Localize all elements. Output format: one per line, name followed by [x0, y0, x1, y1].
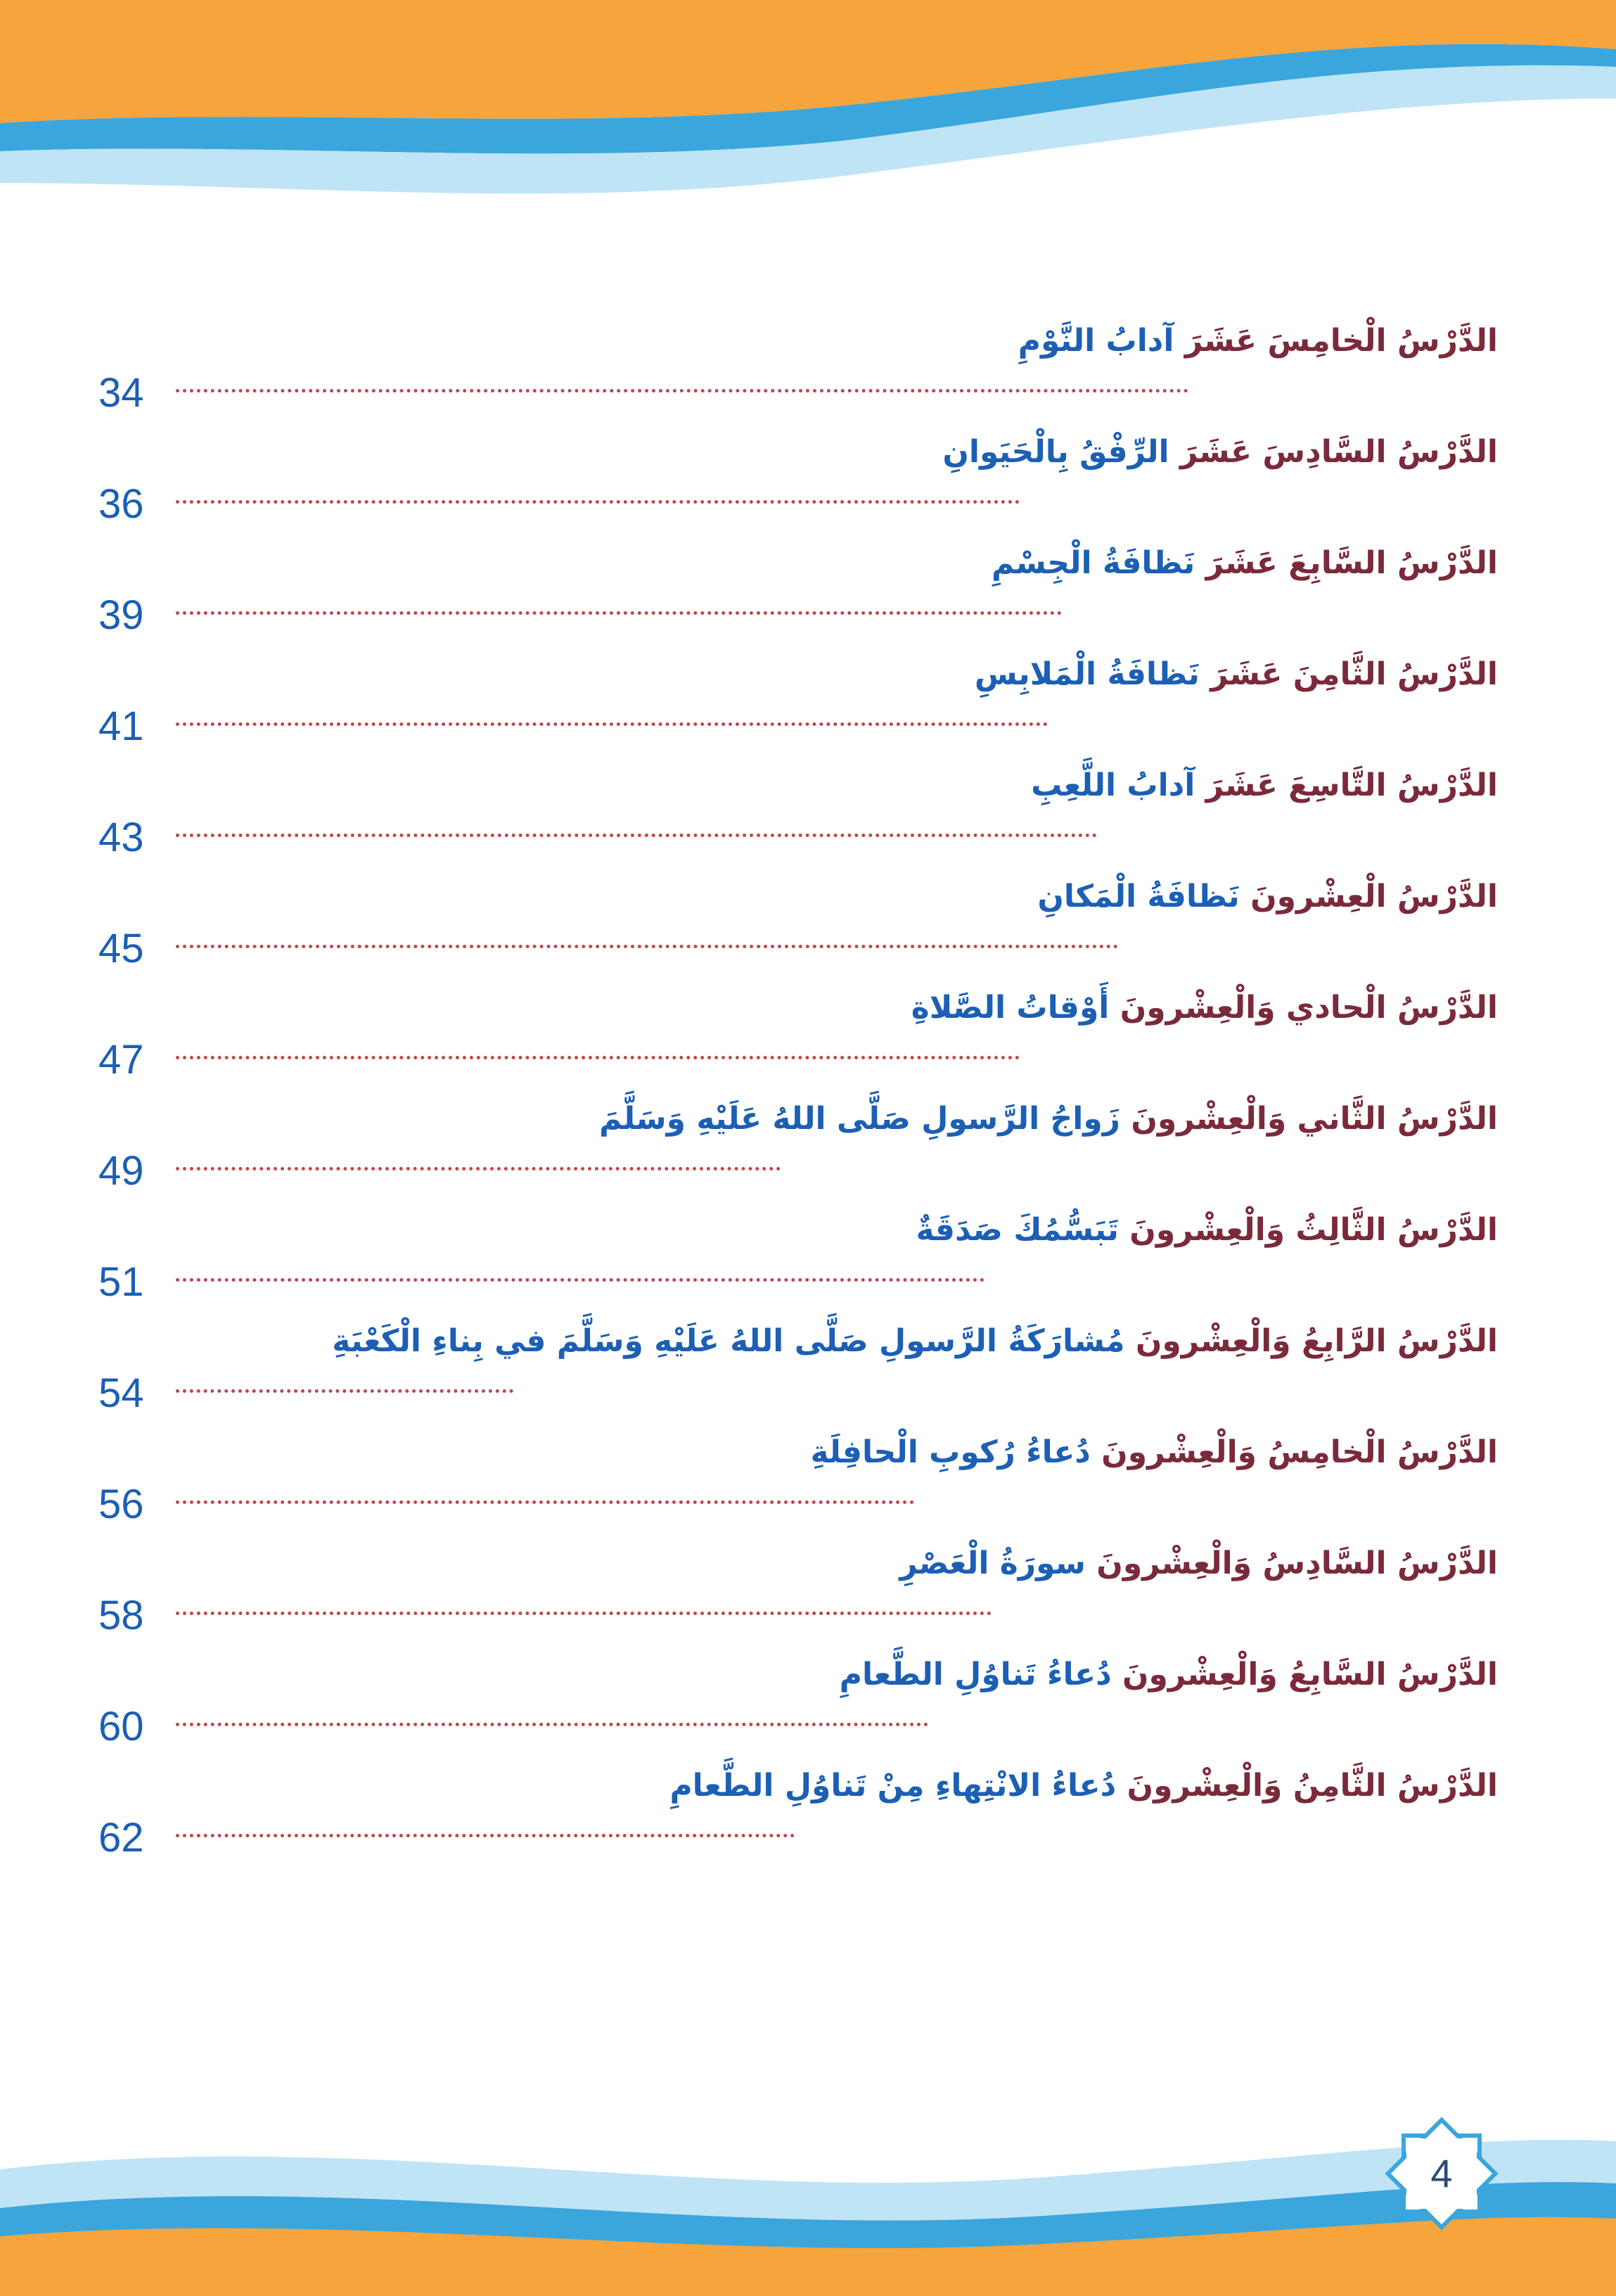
lesson-name: الرِّفْقُ بِالْحَيَوانِ — [942, 434, 1169, 470]
toc-entry[interactable] — [98, 1424, 1498, 1537]
lesson-label: الدَّرْسُ السَّابِعَ عَشَرَ — [1205, 545, 1498, 581]
entry-title — [942, 431, 1498, 473]
toc-entry[interactable] — [98, 980, 1498, 1092]
lesson-label: الدَّرْسُ السَّابِعُ وَالْعِشْرونَ — [1122, 1657, 1498, 1692]
lesson-label: الدَّرْسُ الْخامِسُ وَالْعِشْرونَ — [1101, 1434, 1498, 1470]
lesson-label: الدَّرْسُ الرَّابِعُ وَالْعِشْرونَ — [1135, 1323, 1498, 1359]
page-number: 47 — [98, 1037, 144, 1083]
entry-title — [1018, 320, 1498, 362]
page-number: 54 — [98, 1370, 144, 1416]
leader-dots — [176, 611, 1062, 615]
toc-entry[interactable] — [98, 758, 1498, 870]
toc-entry[interactable] — [98, 535, 1498, 648]
page-number: 56 — [98, 1481, 144, 1527]
entry-title — [975, 653, 1498, 696]
entry-title — [1031, 765, 1498, 807]
lesson-label: الدَّرْسُ الْخامِسَ عَشَرَ — [1184, 323, 1498, 359]
toc-entry[interactable] — [98, 1536, 1498, 1648]
entry-title — [916, 1209, 1498, 1251]
leader-dots — [176, 834, 1097, 837]
leader-dots — [176, 1500, 914, 1504]
lesson-label: الدَّرْسُ الْحادي وَالْعِشْرونَ — [1120, 990, 1498, 1026]
leader-dots — [176, 1056, 1020, 1059]
lesson-name: نَظافَةُ الْمَلابِسِ — [974, 656, 1200, 692]
entry-title — [669, 1765, 1498, 1807]
lesson-name: نَظافَةُ الْجِسْمِ — [991, 545, 1195, 581]
toc-entry[interactable] — [98, 869, 1498, 981]
page-number: 41 — [98, 703, 144, 749]
leader-dots — [176, 722, 1048, 726]
lesson-name: دُعاءُ الانْتِهاءِ مِنْ تَناوُلِ الطَّعامِ — [669, 1768, 1117, 1804]
lesson-name: مُشارَكَةُ الرَّسولِ صَلَّى اللهُ عَلَيْهِ وَسَلَّمَ في بِناءِ الْكَعْبَةِ — [332, 1323, 1125, 1359]
entry-title — [911, 987, 1498, 1029]
page-number: 43 — [98, 815, 144, 860]
page-number: 49 — [98, 1148, 144, 1194]
entry-title — [992, 542, 1498, 585]
lesson-label: الدَّرْسُ السَّادِسَ عَشَرَ — [1179, 434, 1498, 470]
entry-title — [840, 1654, 1498, 1696]
leader-dots — [176, 500, 1020, 504]
toc-entry[interactable] — [98, 1647, 1498, 1759]
leader-dots — [176, 389, 1188, 393]
lesson-label: الدَّرْسُ التَّاسِعَ عَشَرَ — [1205, 767, 1498, 803]
page-number: 36 — [98, 481, 144, 527]
leader-dots — [176, 1612, 992, 1615]
lesson-name: آدابُ اللَّعِبِ — [1031, 767, 1195, 803]
toc-entry[interactable] — [98, 1313, 1498, 1426]
leader-dots — [176, 1723, 928, 1726]
lesson-name: تَبَسُّمُكَ صَدَقَةٌ — [916, 1212, 1119, 1248]
lesson-label: الدَّرْسُ الثَّامِنَ عَشَرَ — [1210, 656, 1498, 692]
page-number: 58 — [98, 1593, 144, 1638]
toc-entry[interactable] — [98, 1202, 1498, 1315]
page-number: 34 — [98, 370, 144, 416]
lesson-label: الدَّرْسُ الثَّاني وَالْعِشْرونَ — [1131, 1101, 1498, 1137]
entry-title — [899, 1543, 1498, 1585]
leader-dots — [176, 1278, 985, 1282]
leader-dots — [176, 1167, 781, 1171]
leader-dots — [176, 1389, 513, 1393]
leader-dots — [176, 1834, 795, 1837]
toc-entry[interactable] — [98, 646, 1498, 759]
entry-title — [1037, 876, 1498, 918]
page-number-label: 4 — [1430, 2151, 1453, 2195]
lesson-name: سورَةُ الْعَصْرِ — [899, 1545, 1086, 1581]
entry-title — [599, 1098, 1498, 1140]
lesson-name: أَوْقاتُ الصَّلاةِ — [911, 990, 1110, 1026]
page-number-badge — [1378, 2110, 1505, 2237]
toc-entry[interactable] — [98, 1758, 1498, 1870]
lesson-label: الدَّرْسُ الثَّالِثُ وَالْعِشْرونَ — [1129, 1212, 1498, 1248]
page-number: 62 — [98, 1815, 144, 1861]
lesson-label: الدَّرْسُ الثَّامِنُ وَالْعِشْرونَ — [1127, 1768, 1498, 1804]
page-number: 39 — [98, 592, 144, 638]
lesson-name: زَواجُ الرَّسولِ صَلَّى اللهُ عَلَيْهِ وَسَلَّمَ — [598, 1101, 1120, 1137]
page-number: 60 — [98, 1704, 144, 1749]
toc-entry[interactable] — [98, 313, 1498, 426]
lesson-name: دُعاءُ رُكوبِ الْحافِلَةِ — [810, 1434, 1091, 1470]
leader-dots — [176, 945, 1118, 948]
page-number: 51 — [98, 1259, 144, 1305]
entry-title — [811, 1431, 1498, 1474]
toc-entry[interactable] — [98, 1091, 1498, 1204]
lesson-label: الدَّرْسُ الْعِشْرونَ — [1250, 879, 1498, 914]
lesson-name: نَظافَةُ الْمَكانِ — [1037, 879, 1240, 914]
lesson-label: الدَّرْسُ السَّادِسُ وَالْعِشْرونَ — [1096, 1545, 1498, 1581]
lesson-name: آدابُ النَّوْمِ — [1018, 323, 1174, 359]
page-number: 45 — [98, 926, 144, 971]
toc-entry[interactable] — [98, 424, 1498, 537]
lesson-name: دُعاءُ تَناوُلِ الطَّعامِ — [839, 1657, 1112, 1692]
entry-title — [332, 1320, 1498, 1363]
